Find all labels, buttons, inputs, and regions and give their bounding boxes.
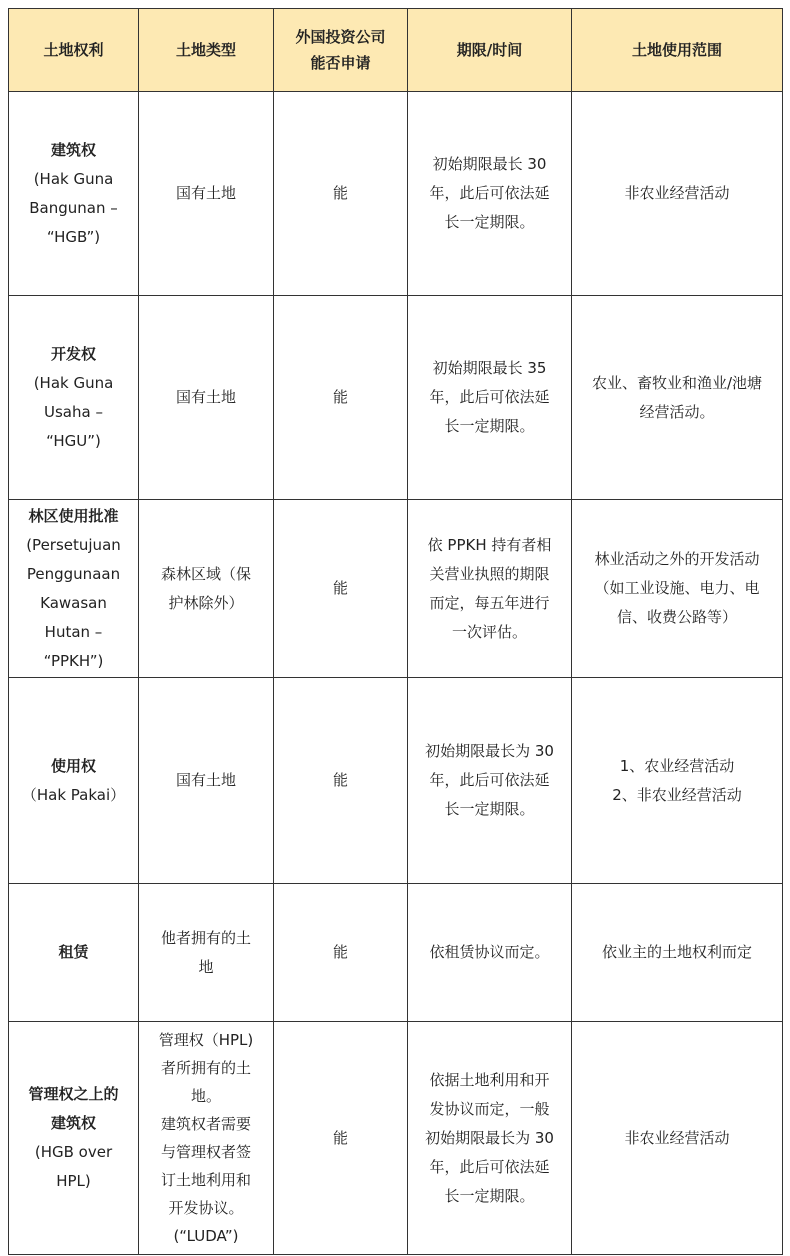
header-row: [9, 9, 783, 92]
cell-foreign-eligible: 能: [274, 296, 408, 500]
cell-land-type: 他者拥有的土 地: [139, 884, 274, 1022]
cell-land-right: 开发权 (Hak Guna Usaha – “HGU”): [9, 296, 139, 500]
cell-land-right: 租赁: [9, 884, 139, 1022]
table-row: [9, 296, 783, 500]
cell-land-type: 国有土地: [139, 296, 274, 500]
cell-foreign-eligible: 能: [274, 884, 408, 1022]
cell-land-use-scope: 农业、畜牧业和渔业/池塘 经营活动。: [572, 296, 783, 500]
cell-land-right: 林区使用批准 (Persetujuan Penggunaan Kawasan Hutan – “PPKH”): [9, 500, 139, 678]
cell-term: 初始期限最长 30 年，此后可依法延 长一定期限。: [408, 92, 572, 296]
cell-term: 依租赁协议而定。: [408, 884, 572, 1022]
cell-foreign-eligible: 能: [274, 678, 408, 884]
cell-term: 依 PPKH 持有者相 关营业执照的期限 而定，每五年进行 一次评估。: [408, 500, 572, 678]
table-row: [9, 884, 783, 1022]
cell-land-use-scope: 林业活动之外的开发活动 （如工业设施、电力、电 信、收费公路等）: [572, 500, 783, 678]
table-row: [9, 678, 783, 884]
cell-term: 初始期限最长为 30 年，此后可依法延 长一定期限。: [408, 678, 572, 884]
cell-foreign-eligible: 能: [274, 1022, 408, 1255]
header-land-use-scope: 土地使用范围: [572, 9, 783, 92]
cell-land-type: 森林区域（保 护林除外）: [139, 500, 274, 678]
cell-land-use-scope: 1、农业经营活动 2、非农业经营活动: [572, 678, 783, 884]
cell-land-type: 管理权（HPL) 者所拥有的土 地。 建筑权者需要 与管理权者签 订土地利用和 开发协议。 (“LUDA”): [139, 1022, 274, 1255]
cell-land-right: 使用权 （Hak Pakai）: [9, 678, 139, 884]
cell-land-right: 管理权之上的 建筑权 (HGB over HPL): [9, 1022, 139, 1255]
header-term: 期限/时间: [408, 9, 572, 92]
cell-land-right: 建筑权 (Hak Guna Bangunan – “HGB”): [9, 92, 139, 296]
header-foreign-eligible: 外国投资公司 能否申请: [274, 9, 408, 92]
cell-land-type: 国有土地: [139, 92, 274, 296]
header-land-type: 土地类型: [139, 9, 274, 92]
table-row: [9, 92, 783, 296]
cell-land-use-scope: 依业主的土地权利而定: [572, 884, 783, 1022]
table-row: [9, 1022, 783, 1255]
cell-term: 依据土地利用和开 发协议而定，一般 初始期限最长为 30 年，此后可依法延 长一定期限。: [408, 1022, 572, 1255]
cell-foreign-eligible: 能: [274, 500, 408, 678]
cell-land-type: 国有土地: [139, 678, 274, 884]
table-row: [9, 500, 783, 678]
cell-land-use-scope: 非农业经营活动: [572, 92, 783, 296]
land-rights-table: [8, 8, 783, 1255]
cell-term: 初始期限最长 35 年，此后可依法延 长一定期限。: [408, 296, 572, 500]
cell-land-use-scope: 非农业经营活动: [572, 1022, 783, 1255]
header-land-right: 土地权利: [9, 9, 139, 92]
cell-foreign-eligible: 能: [274, 92, 408, 296]
